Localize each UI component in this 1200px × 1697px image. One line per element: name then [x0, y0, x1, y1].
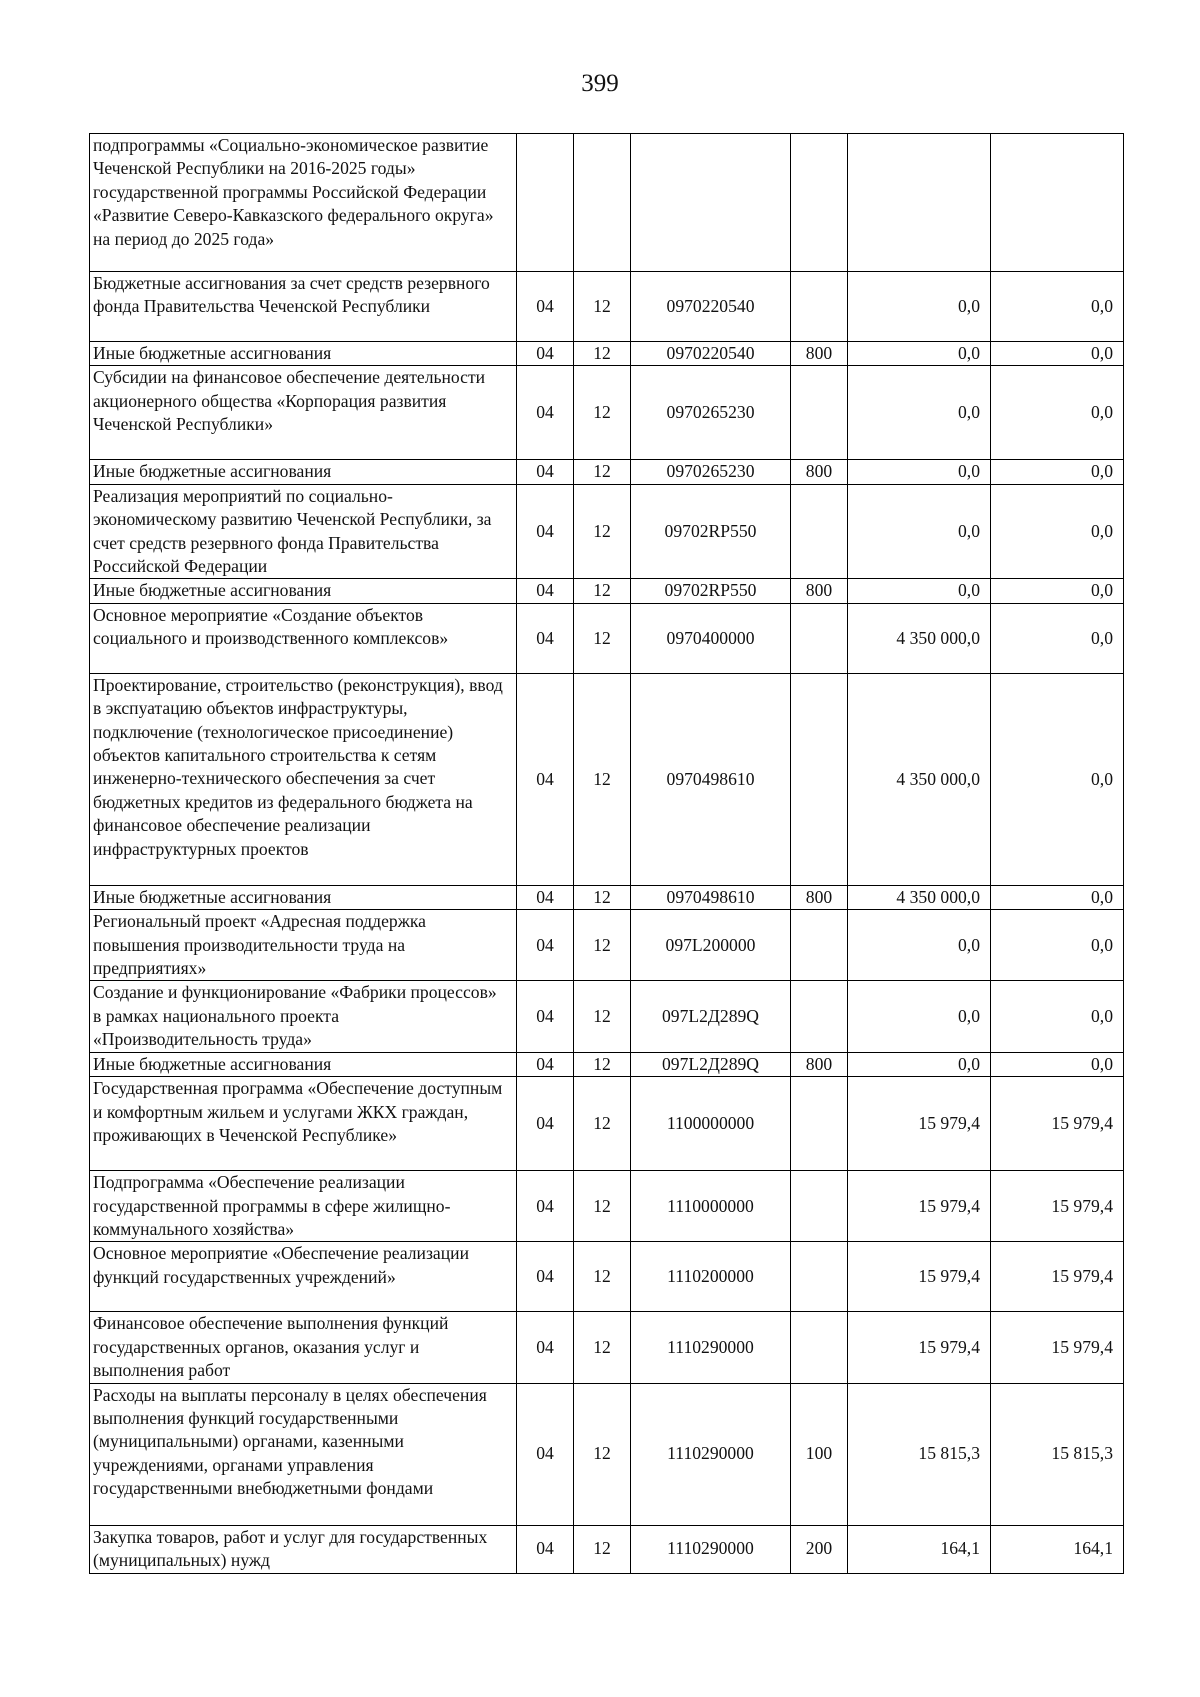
row-name: Подпрограмма «Обеспечение реализации государственной программы в сфере жилищно-коммунального хозяйства»	[90, 1171, 517, 1242]
row-sum-1: 0,0	[848, 484, 991, 579]
row-csr: 0970498610	[631, 673, 791, 885]
row-pr: 12	[574, 673, 631, 885]
table-row	[90, 1052, 1124, 1076]
row-vr	[791, 603, 848, 673]
row-rz: 04	[517, 885, 574, 909]
row-sum-1: 0,0	[848, 981, 991, 1052]
row-vr: 100	[791, 1383, 848, 1525]
row-rz: 04	[517, 342, 574, 366]
row-csr: 0970220540	[631, 272, 791, 342]
row-name: Основное мероприятие «Обеспечение реализации функций государственных учреждений»	[90, 1242, 517, 1312]
row-pr: 12	[574, 1077, 631, 1171]
row-name: Реализация мероприятий по социально-экономическому развитию Чеченской Республики, за счет средств резервного фонда Правительства Российской Федерации	[90, 484, 517, 579]
table-row	[90, 342, 1124, 366]
table-row	[90, 1171, 1124, 1242]
row-sum-1: 0,0	[848, 460, 991, 484]
row-name: Закупка товаров, работ и услуг для государственных (муниципальных) нужд	[90, 1525, 517, 1573]
row-csr: 1100000000	[631, 1077, 791, 1171]
table-row	[90, 1312, 1124, 1383]
row-vr	[791, 366, 848, 460]
row-sum-2: 15 979,4	[991, 1312, 1124, 1383]
row-sum-2: 15 979,4	[991, 1242, 1124, 1312]
row-csr: 0970498610	[631, 885, 791, 909]
table-row	[90, 1525, 1124, 1573]
row-name: Проектирование, строительство (реконструкция), ввод в экспуатацию объектов инфраструктуры, подключение (технологическое присоединение) объектов капитального строительства к сетям инженерно-технического обеспечения за счет бюджетных кредитов из федерального бюджета на финансовое обеспечение реализации инфраструктурных проектов	[90, 673, 517, 885]
row-rz: 04	[517, 579, 574, 603]
row-pr: 12	[574, 579, 631, 603]
row-name: Расходы на выплаты персоналу в целях обеспечения выполнения функций государственными (муниципальными) органами, казенными учреждениями, органами управления государственными внебюджетными фондами	[90, 1383, 517, 1525]
row-name: Иные бюджетные ассигнования	[90, 342, 517, 366]
row-rz: 04	[517, 1242, 574, 1312]
row-sum-1: 4 350 000,0	[848, 603, 991, 673]
table-row	[90, 981, 1124, 1052]
row-sum-2: 0,0	[991, 484, 1124, 579]
row-rz: 04	[517, 910, 574, 981]
row-vr: 800	[791, 1052, 848, 1076]
row-csr: 1110290000	[631, 1383, 791, 1525]
row-sum-1: 15 979,4	[848, 1077, 991, 1171]
row-sum-2: 0,0	[991, 673, 1124, 885]
row-vr	[791, 272, 848, 342]
row-sum-2	[991, 134, 1124, 272]
row-csr: 09702RP550	[631, 579, 791, 603]
row-rz: 04	[517, 1171, 574, 1242]
row-pr: 12	[574, 981, 631, 1052]
row-sum-2: 164,1	[991, 1525, 1124, 1573]
table-row	[90, 460, 1124, 484]
row-sum-2: 15 979,4	[991, 1077, 1124, 1171]
row-rz: 04	[517, 366, 574, 460]
row-csr: 1110290000	[631, 1312, 791, 1383]
row-sum-1: 15 815,3	[848, 1383, 991, 1525]
row-csr: 0970265230	[631, 460, 791, 484]
row-csr: 1110290000	[631, 1525, 791, 1573]
row-sum-1: 15 979,4	[848, 1312, 991, 1383]
row-sum-1: 0,0	[848, 579, 991, 603]
row-sum-2: 0,0	[991, 579, 1124, 603]
table-row	[90, 1383, 1124, 1525]
row-rz: 04	[517, 460, 574, 484]
row-vr	[791, 1171, 848, 1242]
row-sum-2: 0,0	[991, 981, 1124, 1052]
row-sum-1: 4 350 000,0	[848, 673, 991, 885]
row-sum-1: 0,0	[848, 366, 991, 460]
row-sum-2: 0,0	[991, 460, 1124, 484]
row-sum-2: 0,0	[991, 910, 1124, 981]
row-vr: 800	[791, 460, 848, 484]
row-sum-1	[848, 134, 991, 272]
row-name: Иные бюджетные ассигнования	[90, 885, 517, 909]
table-row	[90, 673, 1124, 885]
row-sum-2: 0,0	[991, 272, 1124, 342]
row-name: подпрограммы «Социально-экономическое развитие Чеченской Республики на 2016-2025 годы» государственной программы Российской Федерации «Развитие Северо-Кавказского федерального округа» на период до 2025 года»	[90, 134, 517, 272]
row-pr: 12	[574, 484, 631, 579]
row-rz: 04	[517, 484, 574, 579]
row-csr: 0970220540	[631, 342, 791, 366]
row-pr: 12	[574, 1052, 631, 1076]
row-name: Бюджетные ассигнования за счет средств резервного фонда Правительства Чеченской Республики	[90, 272, 517, 342]
row-pr: 12	[574, 342, 631, 366]
table-row	[90, 366, 1124, 460]
row-sum-1: 15 979,4	[848, 1242, 991, 1312]
row-pr: 12	[574, 366, 631, 460]
row-vr	[791, 134, 848, 272]
row-sum-2: 15 815,3	[991, 1383, 1124, 1525]
row-name: Иные бюджетные ассигнования	[90, 579, 517, 603]
row-rz: 04	[517, 603, 574, 673]
row-pr: 12	[574, 1171, 631, 1242]
row-csr: 0970400000	[631, 603, 791, 673]
row-name: Региональный проект «Адресная поддержка повышения производительности труда на предприятиях»	[90, 910, 517, 981]
row-pr: 12	[574, 885, 631, 909]
table-row	[90, 484, 1124, 579]
row-vr: 200	[791, 1525, 848, 1573]
row-pr: 12	[574, 272, 631, 342]
row-sum-2: 0,0	[991, 885, 1124, 909]
row-vr	[791, 484, 848, 579]
row-name: Субсидии на финансовое обеспечение деятельности акционерного общества «Корпорация развития Чеченской Республики»	[90, 366, 517, 460]
row-sum-2: 0,0	[991, 1052, 1124, 1076]
table-row	[90, 885, 1124, 909]
row-name: Государственная программа «Обеспечение доступным и комфортным жильем и услугами ЖКХ граждан, проживающих в Чеченской Республике»	[90, 1077, 517, 1171]
row-sum-1: 0,0	[848, 342, 991, 366]
row-pr	[574, 134, 631, 272]
table-row	[90, 910, 1124, 981]
page-number: 399	[581, 70, 619, 97]
row-rz: 04	[517, 272, 574, 342]
table-row	[90, 1242, 1124, 1312]
row-name: Создание и функционирование «Фабрики процессов» в рамках национального проекта «Производительность труда»	[90, 981, 517, 1052]
row-rz: 04	[517, 673, 574, 885]
row-sum-1: 164,1	[848, 1525, 991, 1573]
row-vr: 800	[791, 885, 848, 909]
row-pr: 12	[574, 603, 631, 673]
row-pr: 12	[574, 1242, 631, 1312]
row-csr	[631, 134, 791, 272]
row-csr: 097L200000	[631, 910, 791, 981]
row-vr: 800	[791, 579, 848, 603]
row-sum-1: 0,0	[848, 272, 991, 342]
row-sum-1: 0,0	[848, 1052, 991, 1076]
row-pr: 12	[574, 1383, 631, 1525]
row-rz: 04	[517, 981, 574, 1052]
row-pr: 12	[574, 460, 631, 484]
row-sum-2: 0,0	[991, 603, 1124, 673]
table-row	[90, 1077, 1124, 1171]
row-sum-2: 15 979,4	[991, 1171, 1124, 1242]
row-pr: 12	[574, 1312, 631, 1383]
row-name: Иные бюджетные ассигнования	[90, 460, 517, 484]
row-sum-1: 0,0	[848, 910, 991, 981]
row-vr: 800	[791, 342, 848, 366]
row-vr	[791, 673, 848, 885]
row-vr	[791, 1077, 848, 1171]
row-csr: 1110000000	[631, 1171, 791, 1242]
table-row	[90, 134, 1124, 272]
row-sum-1: 15 979,4	[848, 1171, 991, 1242]
row-name: Иные бюджетные ассигнования	[90, 1052, 517, 1076]
row-rz: 04	[517, 1525, 574, 1573]
table-row	[90, 579, 1124, 603]
row-vr	[791, 1312, 848, 1383]
row-csr: 0970265230	[631, 366, 791, 460]
row-rz: 04	[517, 1052, 574, 1076]
row-vr	[791, 1242, 848, 1312]
row-pr: 12	[574, 910, 631, 981]
row-rz: 04	[517, 1077, 574, 1171]
row-name: Основное мероприятие «Создание объектов социального и производственного комплексов»	[90, 603, 517, 673]
row-csr: 097L2Д289Q	[631, 1052, 791, 1076]
budget-table	[89, 133, 1124, 1574]
row-sum-2: 0,0	[991, 366, 1124, 460]
row-vr	[791, 910, 848, 981]
table-row	[90, 272, 1124, 342]
row-csr: 1110200000	[631, 1242, 791, 1312]
row-csr: 09702RP550	[631, 484, 791, 579]
row-sum-2: 0,0	[991, 342, 1124, 366]
row-sum-1: 4 350 000,0	[848, 885, 991, 909]
row-csr: 097L2Д289Q	[631, 981, 791, 1052]
table-row	[90, 603, 1124, 673]
row-name: Финансовое обеспечение выполнения функций государственных органов, оказания услуг и выполнения работ	[90, 1312, 517, 1383]
row-rz	[517, 134, 574, 272]
row-vr	[791, 981, 848, 1052]
row-pr: 12	[574, 1525, 631, 1573]
row-rz: 04	[517, 1312, 574, 1383]
row-rz: 04	[517, 1383, 574, 1525]
budget-table-body	[90, 134, 1124, 1574]
